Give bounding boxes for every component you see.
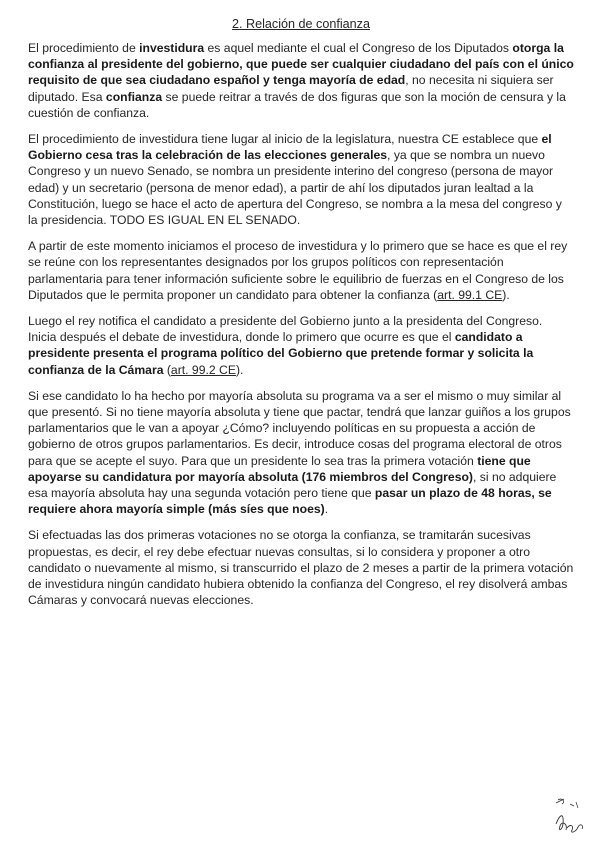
text-run: es aquel mediante el cual el Congreso de los Diputados [204,41,513,55]
text-run: , ya que se nombra un nuevo Congreso y un nuevo Senado, se nombra un presidente interino del congreso (persona de mayor edad) y un secretario (persona de menor edad), a partir de ahí los diputados juran lealtad a la Constitución, luego se hace el acto de apertura del Congreso, se nombra a la mesa del congreso y la presidencia. TODO ES IGUAL EN EL SENADO. [28,148,562,228]
bold-text: candidato a presidente presenta el programa político del Gobierno que pretende formar y solicita la confianza de la Cámara [28,330,534,377]
text-run: ( [163,362,171,377]
bold-text: pasar un plazo de 48 horas, se requiere ahora mayoría simple (más síes que noes) [28,486,552,517]
paragraph [28,40,574,121]
article-reference: art. 99.1 CE [437,287,503,302]
text-run: , si no adquiere esa mayoría absoluta hay una segunda votación pero tiene que [28,469,557,501]
bold-text: investidura [139,41,205,55]
text-run: Luego el rey notifica el candidato a presidente del Gobierno junto a la presidenta del Congreso. Inicia después el debate de investidura, donde lo primero que ocurre es que el [28,314,543,345]
signature-mark [552,794,588,838]
text-run: Si efectuadas las dos primeras votaciones no se otorga la confianza, se tramitarán sucesivas propuestas, es decir, el rey debe efectuar nuevas consultas, si lo considera y proponer a otro candidato o nuevamente al mismo, si transcurrido el plazo de 2 meses a partir de la primera votación de investidura ningún candidato hubiera obtenido la confianza del Congreso, el rey disolverá ambas Cámaras y convocará nuevas elecciones. [28,528,574,608]
text-run: . [324,502,329,517]
paragraph [28,238,574,303]
text-run: El procedimiento de [28,41,140,55]
paragraph [28,527,574,608]
text-run: , no necesita ni siquiera ser diputado. Esa [28,73,554,104]
document-page [28,16,574,619]
paragraph [28,131,574,228]
bold-text: el Gobierno cesa tras la celebración de las elecciones generales [28,132,552,163]
bold-text: tiene que apoyarse su candidatura por mayoría absoluta (176 miembros del Congreso) [28,453,531,484]
section-title: 2. Relación de confianza [232,17,370,31]
text-run: El procedimiento de investidura tiene lugar al inicio de la legislatura, nuestra CE establece que [28,132,542,147]
bold-text: confianza [105,89,163,104]
paragraph [28,313,574,378]
article-reference: art. 99.2 CE [170,362,236,377]
bold-text: otorga la confianza al presidente del gobierno, que puede ser cualquier ciudadano del país con el único requisito de que sea ciudadano español y tenga mayoría de edad [28,41,574,88]
text-run: ). [502,287,510,302]
text-run: Si ese candidato lo ha hecho por mayoría absoluta su programa va a ser el mismo o muy similar al que presentó. Si no tiene mayoría absoluta y tiene que pactar, tendrá que lanzar guiños a los grupos parlamentarios que le van a apoyar ¿Cómo? incluyendo políticas en su propuesta a acción de gobierno de otros grupos parlamentarios. Es decir, introduce cosas del programa electoral de otros para que se acepte el suyo. Para que un presidente lo sea tras la primera votación [28,388,571,468]
text-run: se puede reitrar a través de dos figuras que son la moción de censura y la cuestión de confianza. [28,89,566,120]
paragraph [28,388,574,518]
text-run: A partir de este momento iniciamos el proceso de investidura y lo primero que se hace es que el rey se reúne con los representantes designados por los grupos políticos con representación parlamentaria para tener información suficiente sobre le equilibrio de fuerzas en el Congreso de los Diputados que le permita proponer un candidato para obtener la confianza ( [28,239,568,302]
text-run: ). [235,362,244,377]
